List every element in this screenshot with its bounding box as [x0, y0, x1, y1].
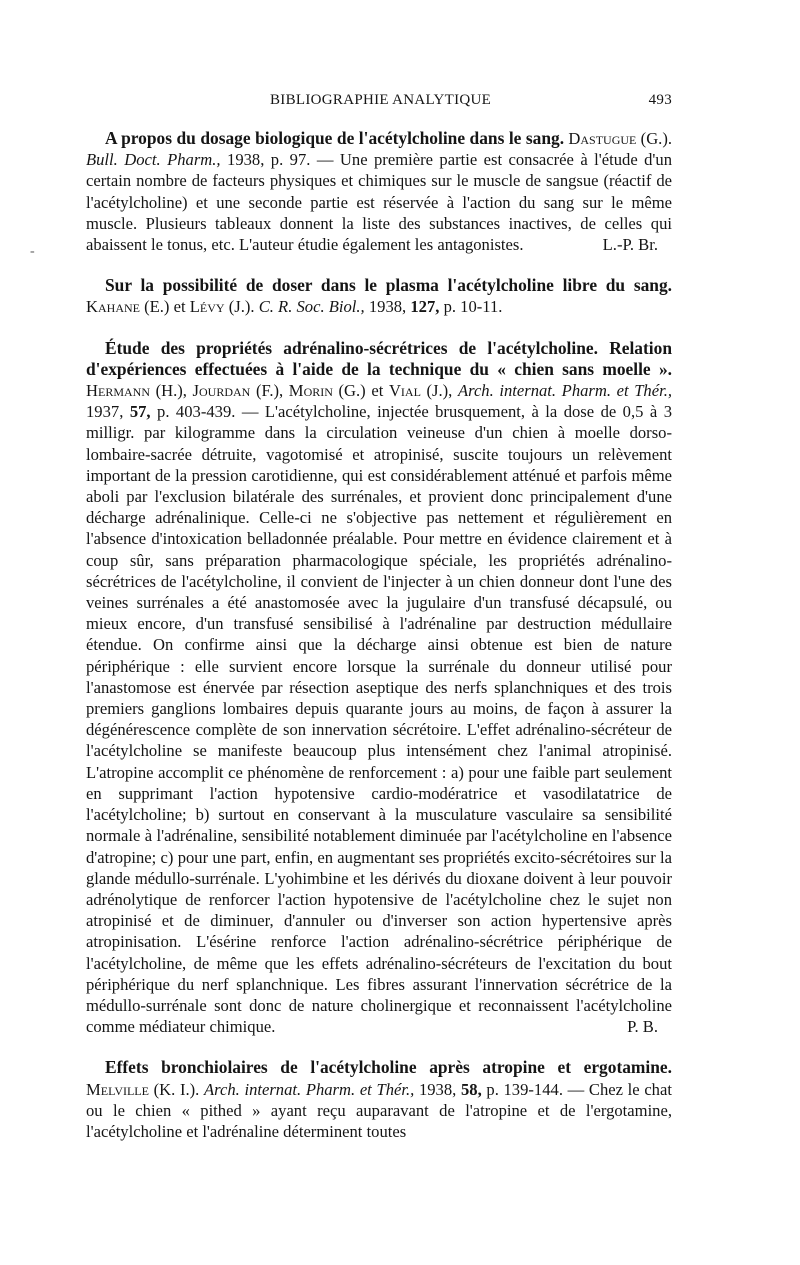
entry-volume: 127,: [410, 297, 440, 317]
margin-mark: -: [30, 244, 35, 259]
entry-authors: Dastugue (G.).: [568, 129, 673, 148]
entry-body: — L'acétylcholine, injectée brusquement, à la dose de 0,5 à 3 milligr. par kilogramme dans la circulation veineuse d'un chien à moelle dorso-lombaire-sacrée détruite, vagotomisé et atropinisé, suscite toujours un relèvement important de la pression carotidienne, qui est considérablement atténué et parfois même aboli par l'exclusion bilatérale des surrénales, et provient donc principalement d'une décharge adrénalinique. Celle-ci ne s'objective pas nettement et régulièrement en l'absence d'intoxication belladonnée préalable. Pour mettre en évidence clairement et à coup sûr, sans préparation pharmacologique spéciale, les propriétés adrénalino-sécrétrices de l'acétylcholine, il convient de l'injecter à un chien donneur dont l'une des veines surrénales a été anastomosée avec la jugulaire d'un transfusé décapsulé, ou mieux encore, d'un transfusé sensibilisé à l'adrénaline par destruction médullaire étendue. On confirme ainsi que la décharge ainsi obtenue est bien de nature périphérique : elle survient encore lorsque la surrénale du donneur utilisé pour l'anastomose est énervée par résection aseptique des nerfs splanchniques et des trois premiers ganglions lombaires depuis quarante jours au moins, de façon à assurer la dégénérescence complète de son innervation sécrétoire. L'effet adrénalino-sécréteur de l'acétylcholine se manifeste beaucoup plus intensément chez l'animal atropinisé. L'atropine accomplit ce phénomène de renforcement : a) pour une faible part seulement en supprimant l'action hypotensive cardio-modératrice et vasodilatatrice de l'acétylcholine; b) surtout en conservant à la musculature vasculaire sa sensibilité normale à l'adrénaline, sensibilité notablement diminuée par l'acétylcholine en l'absence d'atropine; c) pour une part, enfin, en augmentant ses propriétés excito-sécrétoires sur la glande médullo-surrénale. L'yohimbine et les dérivés du dioxane doivent à leur pouvoir adrénolytique de renforcer l'action hypotensive de l'acétylcholine chez le sujet non atropinisé et de diminuer, d'annuler ou d'inverser son action hypertensive après atropinisation. L'ésérine renforce l'action adrénalino-sécrétrice périphérique de l'acétylcholine, de même que les effets adrénalino-sécréteurs de l'excitation du bout périphérique du nerf splanchnique. Les fibres assurant l'innervation sécrétrice de la médullo-surrénale sont donc de nature cholinergique et reconnaissent l'acétylcholine comme médiateur chimique.: [86, 402, 672, 1037]
running-title: BIBLIOGRAPHIE ANALYTIQUE: [270, 92, 492, 108]
entry-title: A propos du dosage biologique de l'acétylcholine dans le sang.: [105, 128, 565, 148]
entry-signature: P. B.: [627, 1017, 658, 1037]
entry-journal: Bull. Doct. Pharm.,: [86, 150, 221, 170]
entry-authors: Hermann (H.), Jourdan (F.), Morin (G.): [86, 381, 366, 401]
abstracts-column: [86, 128, 672, 1142]
entry-authors: Vial (J.),: [388, 381, 453, 401]
entry-pages: p. 10-11.: [443, 297, 503, 317]
entry-authors: Kahane (E.): [86, 297, 170, 317]
entry-pages: p. 403-439.: [157, 402, 236, 422]
entry-text: [86, 338, 672, 1038]
entry-journal: Arch. internat. Pharm. et Thér.,: [457, 381, 673, 401]
entry-volume: 57,: [129, 402, 151, 422]
abstract-entry: [86, 1057, 672, 1142]
entry-text: [86, 128, 672, 255]
entry-citation: 1938, p. 97. —: [227, 150, 334, 170]
abstract-entry: [86, 338, 672, 1038]
entry-signature: L.-P. Br.: [602, 235, 658, 255]
entry-connector: et: [173, 297, 186, 317]
entry-year: 1938,: [418, 1079, 457, 1099]
page-number: 493: [648, 92, 672, 108]
entry-text: [86, 275, 672, 317]
entry-title: Sur la possibilité de doser dans le plasma l'acétylcholine libre du sang.: [105, 275, 672, 296]
abstract-entry: [86, 275, 672, 317]
entry-connector: et: [371, 381, 384, 401]
entry-journal: Arch. internat. Pharm. et Thér.,: [204, 1079, 415, 1099]
entry-journal: C. R. Soc. Biol.,: [258, 297, 365, 317]
entry-title: Étude des propriétés adrénalino-sécrétrices de l'acétylcholine. Relation d'expériences effectuées à l'aide de la technique du « chien sans moelle ».: [86, 337, 672, 379]
entry-pages: p. 139-144.: [486, 1079, 563, 1099]
entry-authors: Lévy (J.).: [189, 297, 255, 317]
entry-year: 1937,: [86, 402, 124, 422]
entry-body: — Chez le chat ou le chien « pithed » ayant reçu auparavant de l'atropine et de l'ergotamine, l'acétylcholine et l'adrénaline déterminent toutes: [86, 1079, 672, 1141]
entry-volume: 58,: [460, 1079, 482, 1099]
abstract-entry: [86, 128, 672, 255]
entry-year: 1938,: [368, 297, 407, 317]
entry-title: Effets bronchiolaires de l'acétylcholine après atropine et ergotamine.: [105, 1057, 672, 1078]
entry-text: [86, 1057, 672, 1142]
entry-authors: Melville (K. I.).: [86, 1079, 200, 1099]
entry-body: Une première partie est consacrée à l'étude d'un certain nombre de facteurs physiques et chimiques sur le muscle de sangsue (réactif de l'acétylcholine) et une seconde partie est réservée à l'action du sang sur le même muscle. Plusieurs tableaux donnent la liste des substances inactives, de celles qui abaissent le tonus, etc. L'auteur étudie également les antagonistes.: [86, 150, 673, 255]
